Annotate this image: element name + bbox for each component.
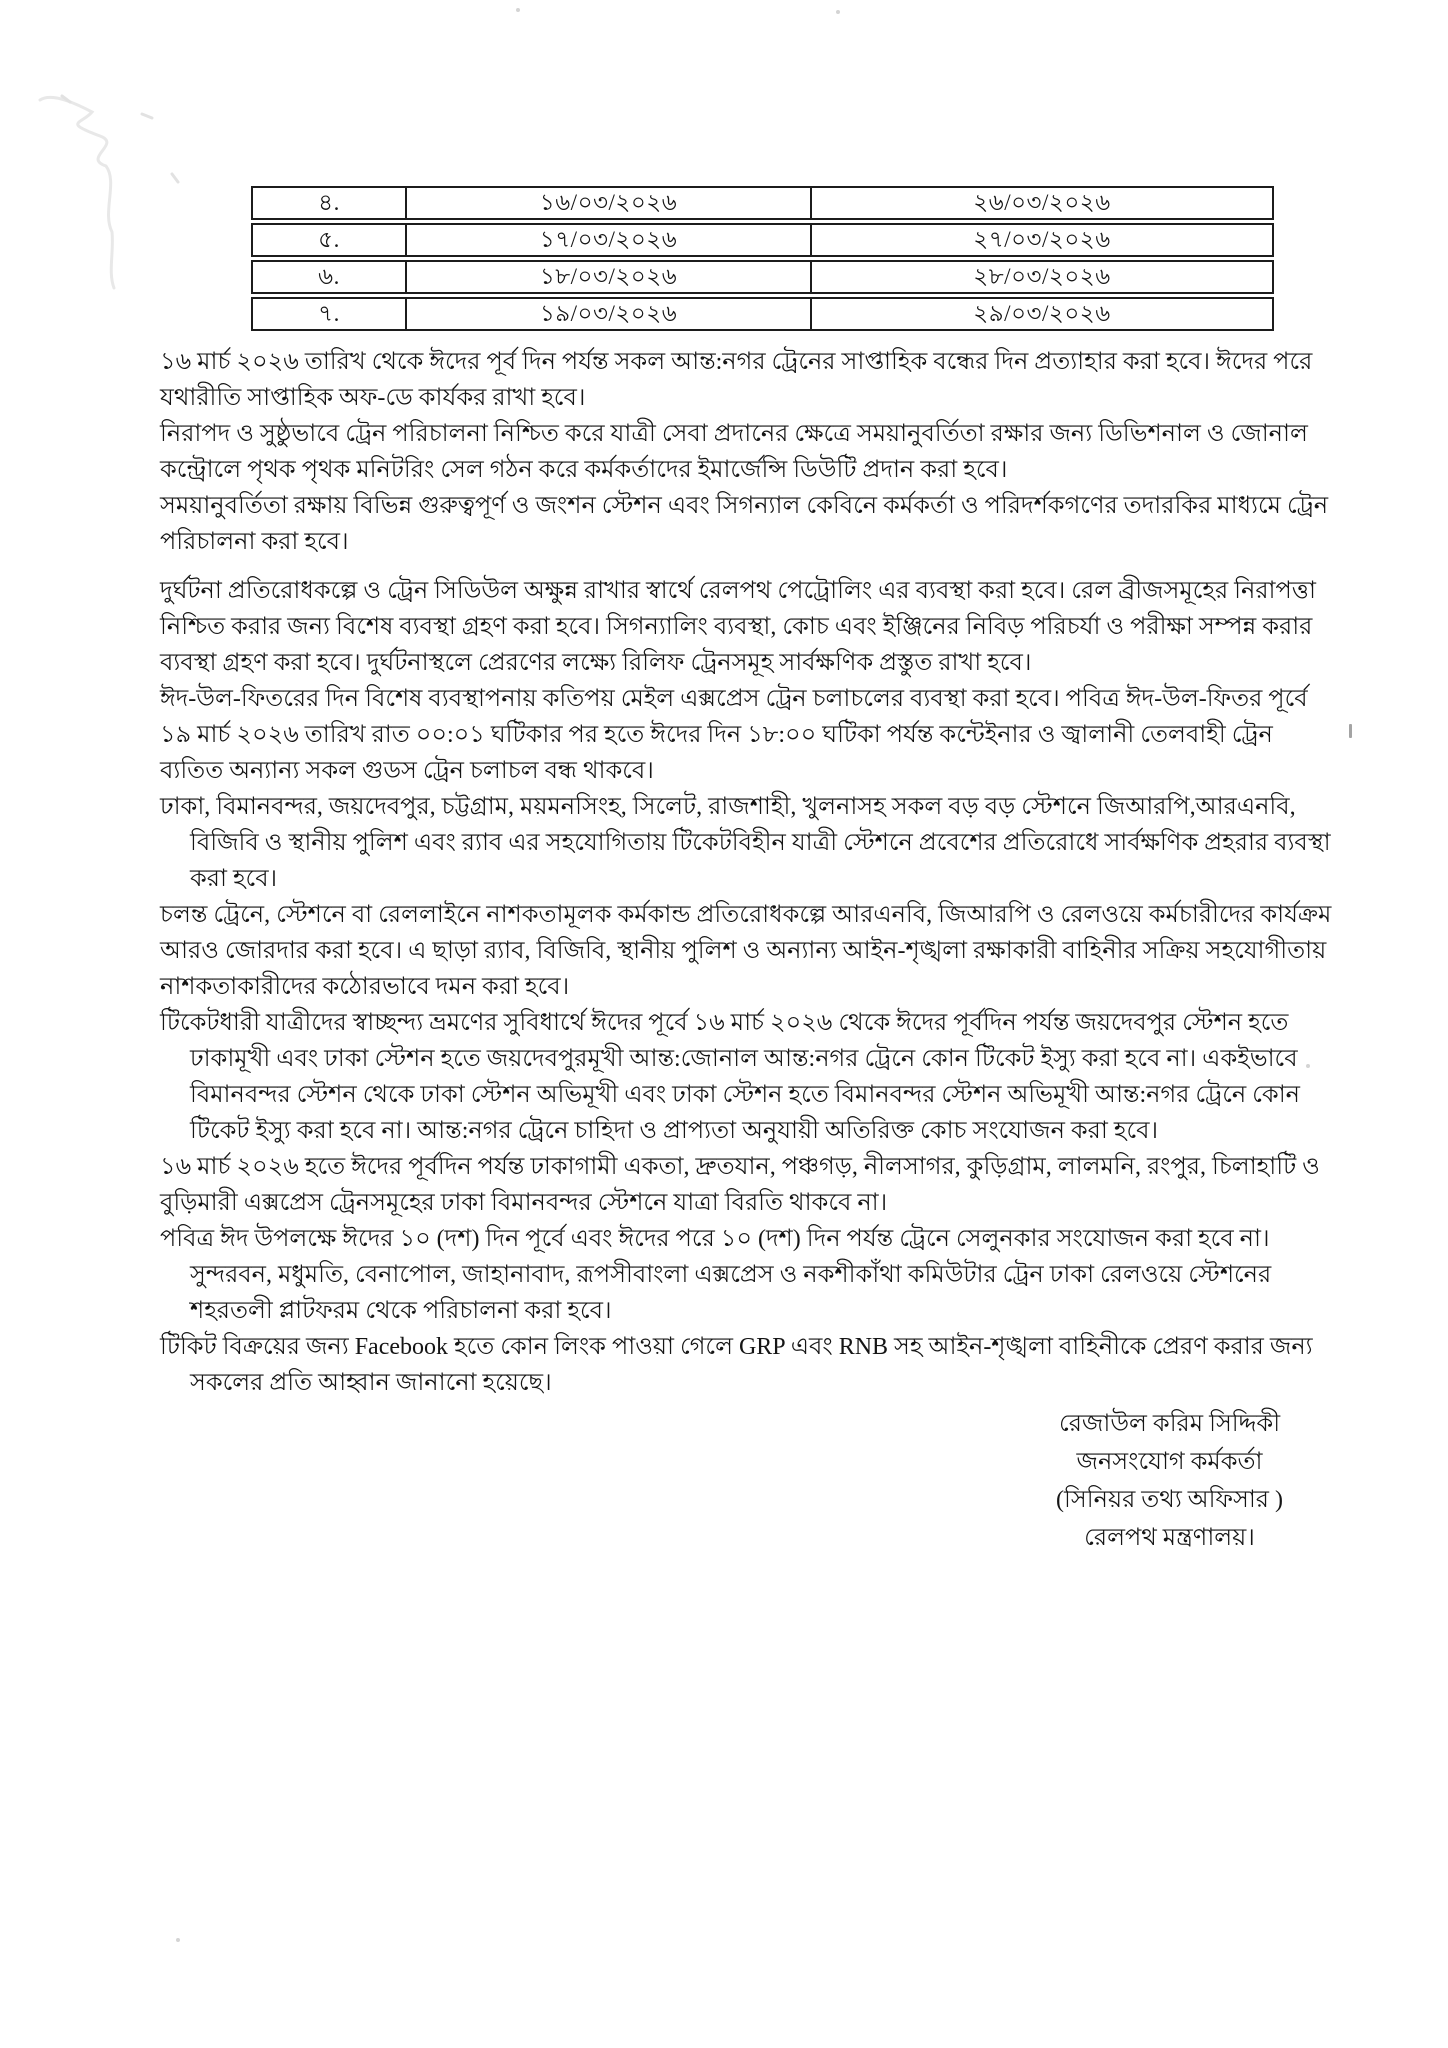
paragraph-facebook-links: টিকিট বিক্রয়ের জন্য Facebook হতে কোন লিংক পাওয়া গেলে GRP এবং RNB সহ আইন-শৃঙ্খলা বাহিনীকে প্রেরণ করার জন্য সকলের প্রতি আহ্বান জানানো হয়েছে। <box>160 1334 1313 1396</box>
signatory-title: জনসংযোগ কর্মকর্তা <box>1076 1449 1263 1475</box>
table-cell-end-date: ২৬/০৩/২০২৬ <box>812 186 1274 220</box>
table-cell-serial: ৭. <box>251 297 407 331</box>
document-body <box>160 344 1341 1557</box>
paragraph-ticket-issue: টিকেটধারী যাত্রীদের স্বাচ্ছন্দ্য ভ্রমণের সুবিধার্থে ঈদের পূর্বে ১৬ মার্চ ২০২৬ থেকে ঈদের পূর্বদিন পর্যন্ত জয়দেবপুর স্টেশন হতে ঢাকামূখী এবং ঢাকা স্টেশন হতে জয়দেবপুরমূখী আন্ত:জোনাল আন্ত:নগর ট্রেনে কোন টিকেট ইস্যু করা হবে না। একইভাবে বিমানবন্দর স্টেশন থেকে ঢাকা স্টেশন অভিমূখী এবং ঢাকা স্টেশন হতে বিমানবন্দর স্টেশন অভিমূখী আন্ত:নগর ট্রেনে কোন টিকেট ইস্যু করা হবে না। আন্ত:নগর ট্রেনে চাহিদা ও প্রাপ্যতা অনুযায়ী অতিরিক্ত কোচ সংযোজন করা হবে। <box>160 1010 1300 1144</box>
table-row <box>251 223 1274 257</box>
scan-speck <box>516 8 520 12</box>
paragraph-punctuality: সময়ানুবর্তিতা রক্ষায় বিভিন্ন গুরুত্বপূর্ণ ও জংশন স্টেশন এবং সিগন্যাল কেবিনে কর্মকর্তা ও পরিদর্শকগণের তদারকির মাধ্যমে ট্রেন পরিচালনা করা হবে। <box>160 493 1329 555</box>
table-row <box>251 186 1274 220</box>
table-cell-end-date: ২৮/০৩/২০২৬ <box>812 260 1274 294</box>
table-cell-end-date: ২৯/০৩/২০২৬ <box>812 297 1274 331</box>
table-cell-serial: ৫. <box>251 223 407 257</box>
table-cell-end-date: ২৭/০৩/২০২৬ <box>812 223 1274 257</box>
paragraph-saloon-car: পবিত্র ঈদ উপলক্ষে ঈদের ১০ (দশ) দিন পূর্বে এবং ঈদের পরে ১০ (দশ) দিন পর্যন্ত ট্রেনে সেলুনকার সংযোজন করা হবে না। সুন্দরবন, মধুমতি, বেনাপোল, জাহানাবাদ, রূপসীবাংলা এক্সপ্রেস ও নকশীকাঁথা কমিউটার ট্রেন ঢাকা রেলওয়ে স্টেশনের শহরতলী প্লাটফরম থেকে পরিচালনা করা হবে। <box>160 1226 1272 1324</box>
table-cell-serial: ৪. <box>251 186 407 220</box>
paragraph-monitoring-cell: নিরাপদ ও সুষ্ঠুভাবে ট্রেন পরিচালনা নিশ্চিত করে যাত্রী সেবা প্রদানের ক্ষেত্রে সময়ানুবর্তিতা রক্ষার জন্য ডিভিশনাল ও জোনাল কন্ট্রোলে পৃথক পৃথক মনিটরিং সেল গঠন করে কর্মকর্তাদের ইমার্জেন্সি ডিউটি প্রদান করা হবে। <box>160 421 1308 483</box>
table-row <box>251 260 1274 294</box>
signatory-name: রেজাউল করিম সিদ্দিকী <box>1058 1411 1281 1437</box>
table-cell-start-date: ১৭/০৩/২০২৬ <box>407 223 812 257</box>
paragraph-track-patrolling: দুর্ঘটনা প্রতিরোধকল্পে ও ট্রেন সিডিউল অক্ষুন্ন রাখার স্বার্থে রেলপথ পেট্রোলিং এর ব্যবস্থা করা হবে। রেল ব্রীজসমূহের নিরাপত্তা নিশ্চিত করার জন্য বিশেষ ব্যবস্থা গ্রহণ করা হবে। সিগন্যালিং ব্যবস্থা, কোচ এবং ইঞ্জিনের নিবিড় পরিচর্যা ও পরীক্ষা সম্পন্ন করার ব্যবস্থা গ্রহণ করা হবে। দুর্ঘটনাস্থলে প্রেরণের লক্ষ্যে রিলিফ ট্রেনসমূহ সার্বক্ষণিক প্রস্তুত রাখা হবে। <box>160 578 1316 676</box>
table-cell-serial: ৬. <box>251 260 407 294</box>
signatory-organization: রেলপথ মন্ত্রণালয়। <box>1084 1525 1255 1551</box>
table-row <box>251 297 1274 331</box>
signatory-designation: (সিনিয়র তথ্য অফিসার ) <box>1056 1487 1283 1513</box>
table-cell-start-date: ১৬/০৩/২০২৬ <box>407 186 812 220</box>
table-cell-start-date: ১৮/০৩/২০২৬ <box>407 260 812 294</box>
scan-speck <box>176 1938 180 1942</box>
paragraph-airport-stoppage: ১৬ মার্চ ২০২৬ হতে ঈদের পূর্বদিন পর্যন্ত ঢাকাগামী একতা, দ্রুতযান, পঞ্চগড়, নীলসাগর, কুড়িগ্রাম, লালমনি, রংপুর, চিলাহাটি ও বুড়িমারী এক্সপ্রেস ট্রেনসমূহের ঢাকা বিমানবন্দর স্টেশনে যাত্রা বিরতি থাকবে না। <box>160 1154 1320 1216</box>
paragraph-weekly-off: ১৬ মার্চ ২০২৬ তারিখ থেকে ঈদের পূর্ব দিন পর্যন্ত সকল আন্ত:নগর ট্রেনের সাপ্তাহিক বন্ধের দিন প্রত্যাহার করা হবে। ঈদের পরে যথারীতি সাপ্তাহিক অফ-ডে কার্যকর রাখা হবে। <box>160 349 1313 411</box>
scan-speck <box>836 10 840 14</box>
paragraph-goods-train-stop: ঈদ-উল-ফিতরের দিন বিশেষ ব্যবস্থাপনায় কতিপয় মেইল এক্সপ্রেস ট্রেন চলাচলের ব্যবস্থা করা হবে। পবিত্র ঈদ-উল-ফিতর পূর্বে ১৯ মার্চ ২০২৬ তারিখ রাত ০০:০১ ঘটিকার পর হতে ঈদের দিন ১৮:০০ ঘটিকা পর্যন্ত কন্টেইনার ও জ্বালানী তেলবাহী ট্রেন ব্যতিত অন্যান্য সকল গুডস ট্রেন চলাচল বন্ধ থাকবে। <box>160 686 1308 784</box>
table-cell-start-date: ১৯/০৩/২০২৬ <box>407 297 812 331</box>
scan-speck <box>1349 724 1352 738</box>
paragraph-sabotage-control: চলন্ত ট্রেনে, স্টেশনে বা রেললাইনে নাশকতামূলক কর্মকান্ড প্রতিরোধকল্পে আরএনবি, জিআরপি ও রেলওয়ে কর্মচারীদের কার্যক্রম আরও জোরদার করা হবে। এ ছাড়া র‍্যাব, বিজিবি, স্থানীয় পুলিশ ও অন্যান্য আইন-শৃঙ্খলা রক্ষাকারী বাহিনীর সক্রিয় সহযোগীতায় নাশকতাকারীদের কঠোরভাবে দমন করা হবে। <box>160 902 1332 1000</box>
paragraph-station-security: ঢাকা, বিমানবন্দর, জয়দেবপুর, চট্টগ্রাম, ময়মনসিংহ, সিলেট, রাজশাহী, খুলনাসহ সকল বড় বড় স্টেশনে জিআরপি,আরএনবি, বিজিবি ও স্থানীয় পুলিশ এবং র‍্যাব এর সহযোগিতায় টিকেটবিহীন যাত্রী স্টেশনে প্রবেশের প্রতিরোধে সার্বক্ষণিক প্রহরার ব্যবস্থা করা হবে। <box>160 794 1331 892</box>
signature-block <box>160 1405 1341 1557</box>
scan-smudge <box>22 62 192 302</box>
schedule-table <box>251 186 1274 334</box>
